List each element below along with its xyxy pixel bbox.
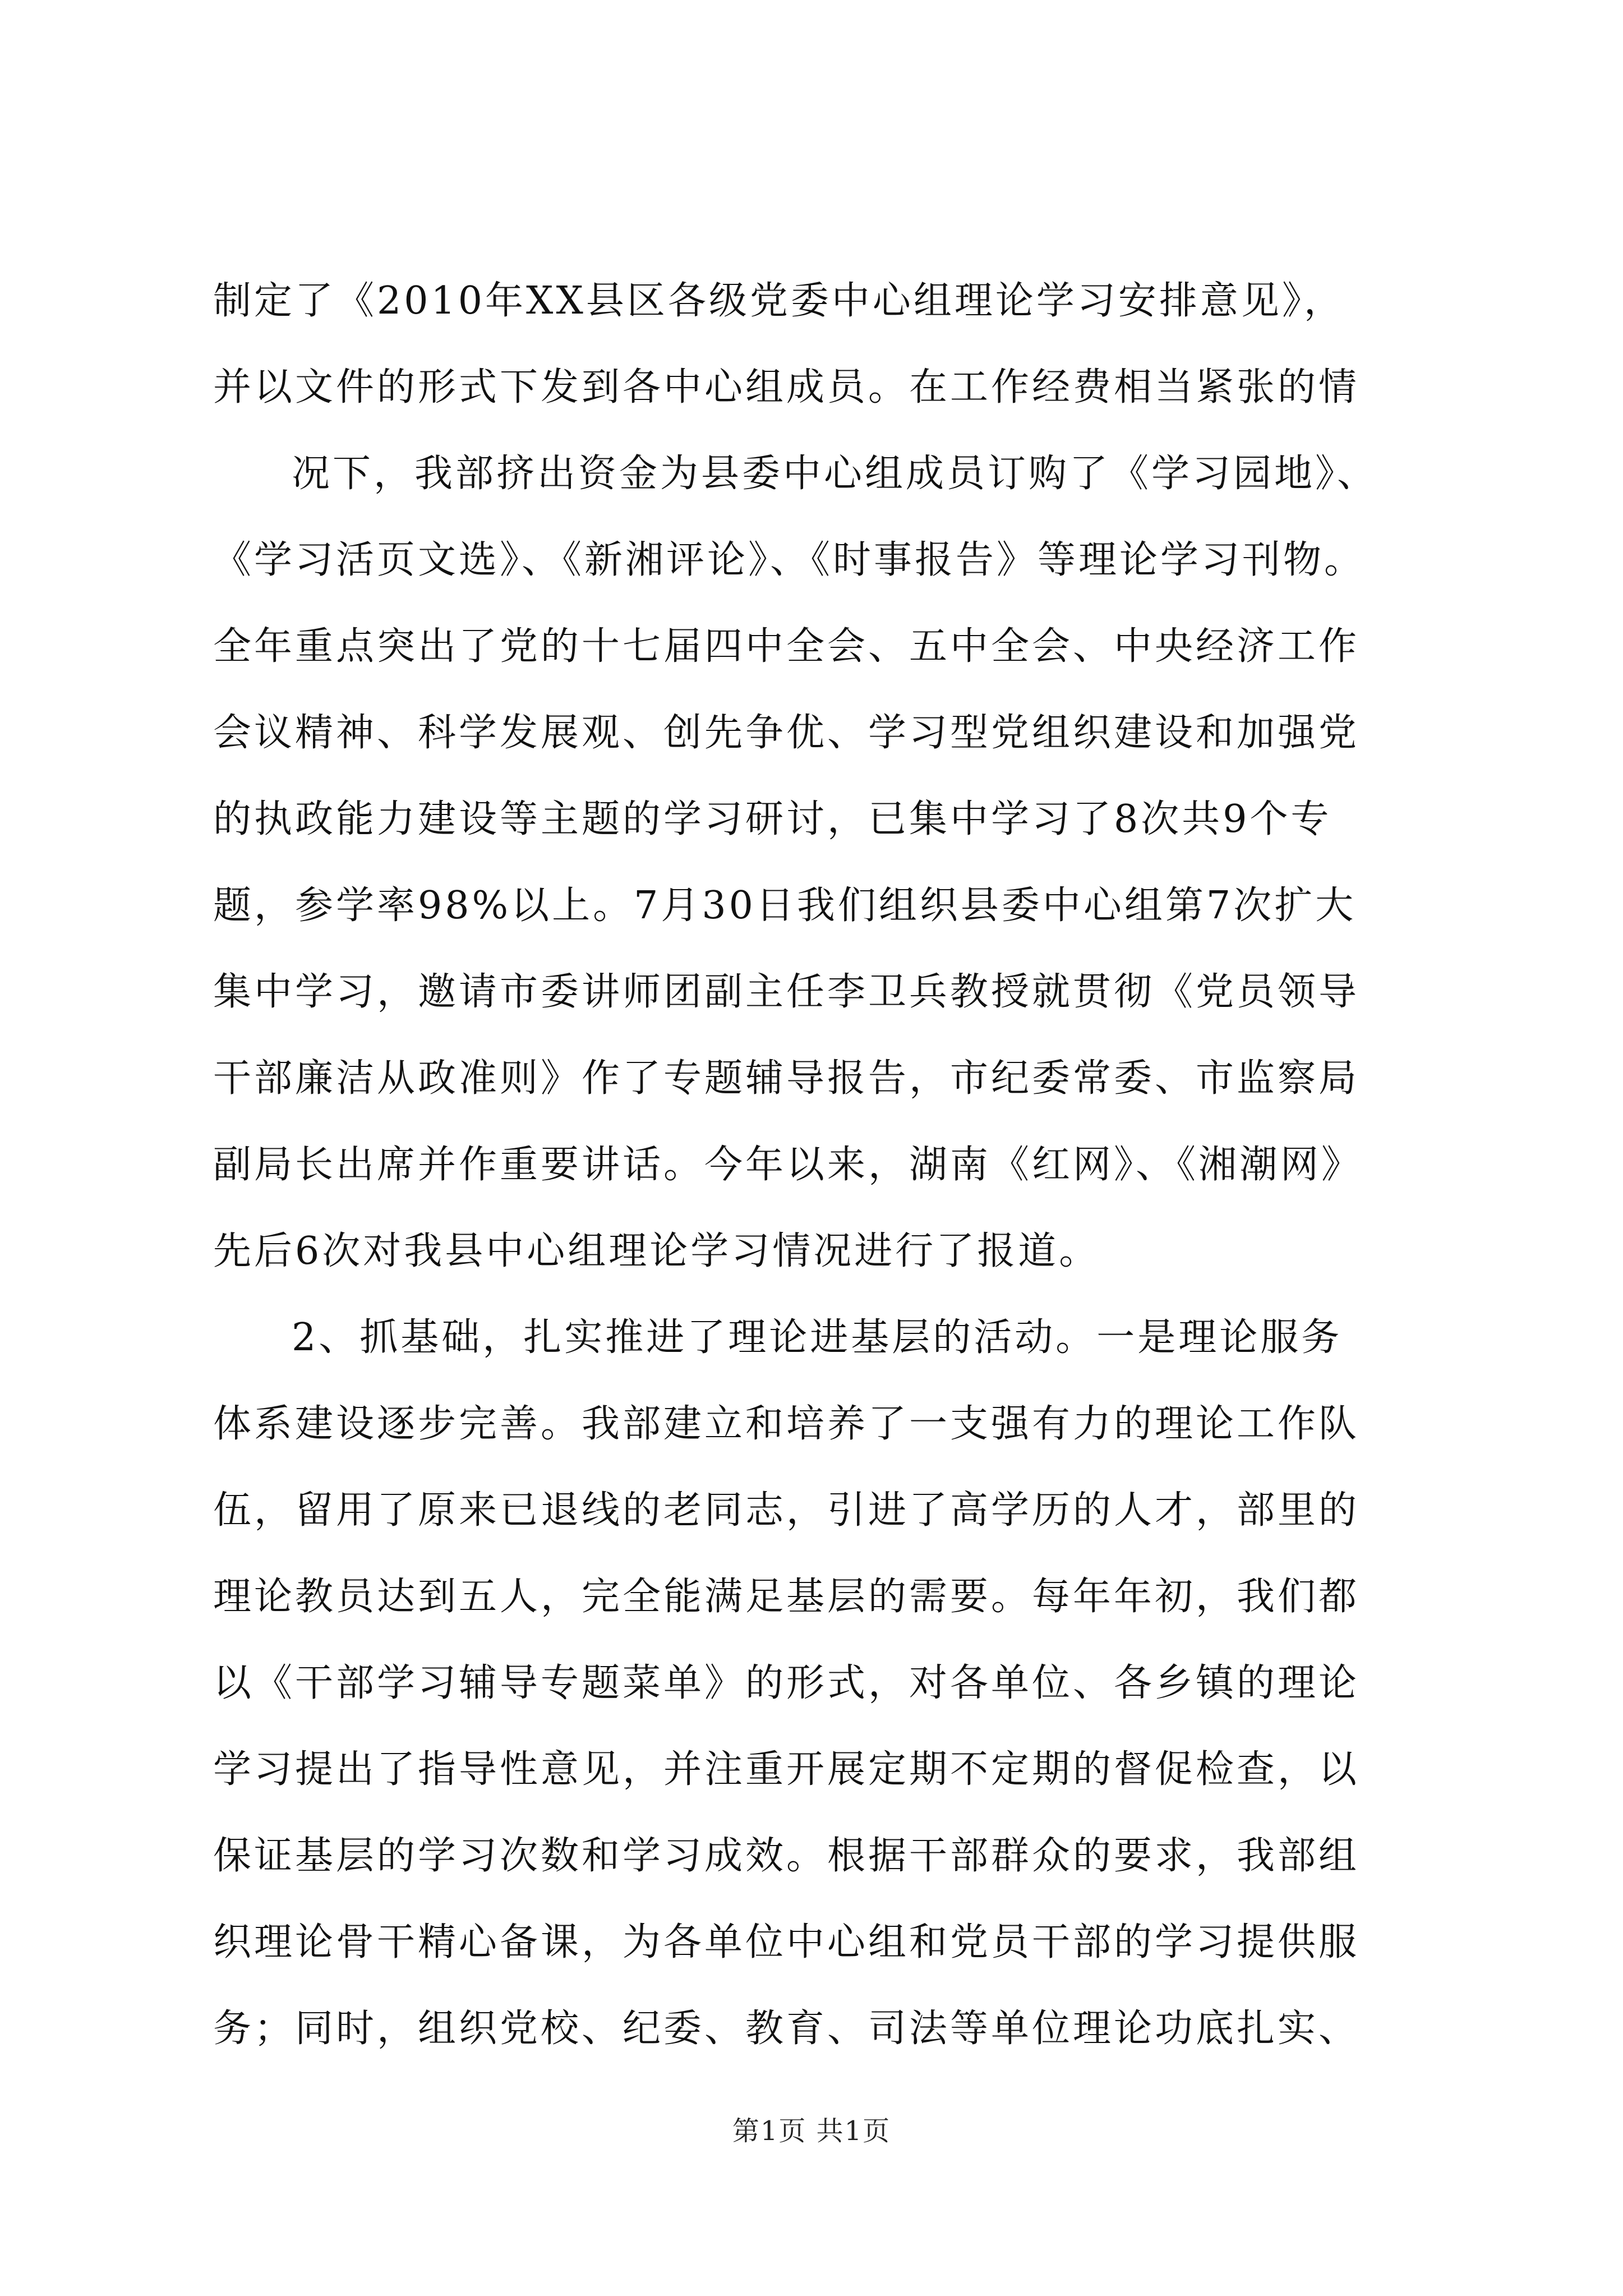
text-line: 学习提出了指导性意见，并注重开展定期不定期的督促检查，以 (213, 1747, 1360, 1792)
text-line: 会议精神、科学发展观、创先争优、学习型党组织建设和加强党 (213, 711, 1360, 755)
text-line: 以《干部学习辅导专题菜单》的形式，对各单位、各乡镇的理论 (213, 1661, 1360, 1705)
text-line: 制定了《2010年XX县区各级党委中心组理论学习安排意见》， (213, 279, 1345, 323)
text-line: 保证基层的学习次数和学习成效。根据干部群众的要求，我部组 (213, 1834, 1360, 1878)
text-line: 织理论骨干精心备课，为各单位中心组和党员干部的学习提供服 (213, 1920, 1360, 1964)
text-line: 况下，我部挤出资金为县委中心组成员订购了《学习园地》、 (292, 452, 1378, 496)
text-line: 务；同时，组织党校、纪委、教育、司法等单位理论功底扎实、 (213, 2007, 1360, 2051)
text-line: 伍，留用了原来已退线的老同志，引进了高学历的人才，部里的 (213, 1488, 1360, 1533)
document-body (213, 258, 1419, 2072)
text-line: 全年重点突出了党的十七届四中全会、五中全会、中央经济工作 (213, 624, 1360, 669)
text-line: 体系建设逐步完善。我部建立和培养了一支强有力的理论工作队 (213, 1402, 1360, 1446)
text-line: 的执政能力建设等主题的学习研讨，已集中学习了8次共9个专 (213, 797, 1332, 841)
text-line: 先后6次对我县中心组理论学习情况进行了报道。 (213, 1229, 1100, 1273)
text-line: 集中学习，邀请市委讲师团副主任李卫兵教授就贯彻《党员领导 (213, 970, 1360, 1014)
text-line: 2、抓基础，扎实推进了理论进基层的活动。一是理论服务 (292, 1315, 1343, 1360)
text-line: 理论教员达到五人，完全能满足基层的需要。每年年初，我们都 (213, 1575, 1360, 1619)
text-line: 干部廉洁从政准则》作了专题辅导报告，市纪委常委、市监察局 (213, 1056, 1360, 1101)
text-line: 题，参学率98%以上。7月30日我们组织县委中心组第7次扩大 (213, 884, 1357, 928)
text-line: 并以文件的形式下发到各中心组成员。在工作经费相当紧张的情 (213, 365, 1360, 409)
text-line: 《学习活页文选》、《新湘评论》、《时事报告》等理论学习刊物。 (213, 538, 1366, 582)
page-number-footer: 第1页 共1页 (732, 2115, 891, 2147)
text-line: 副局长出席并作重要讲话。今年以来，湖南《红网》、《湘潮网》 (213, 1143, 1363, 1187)
